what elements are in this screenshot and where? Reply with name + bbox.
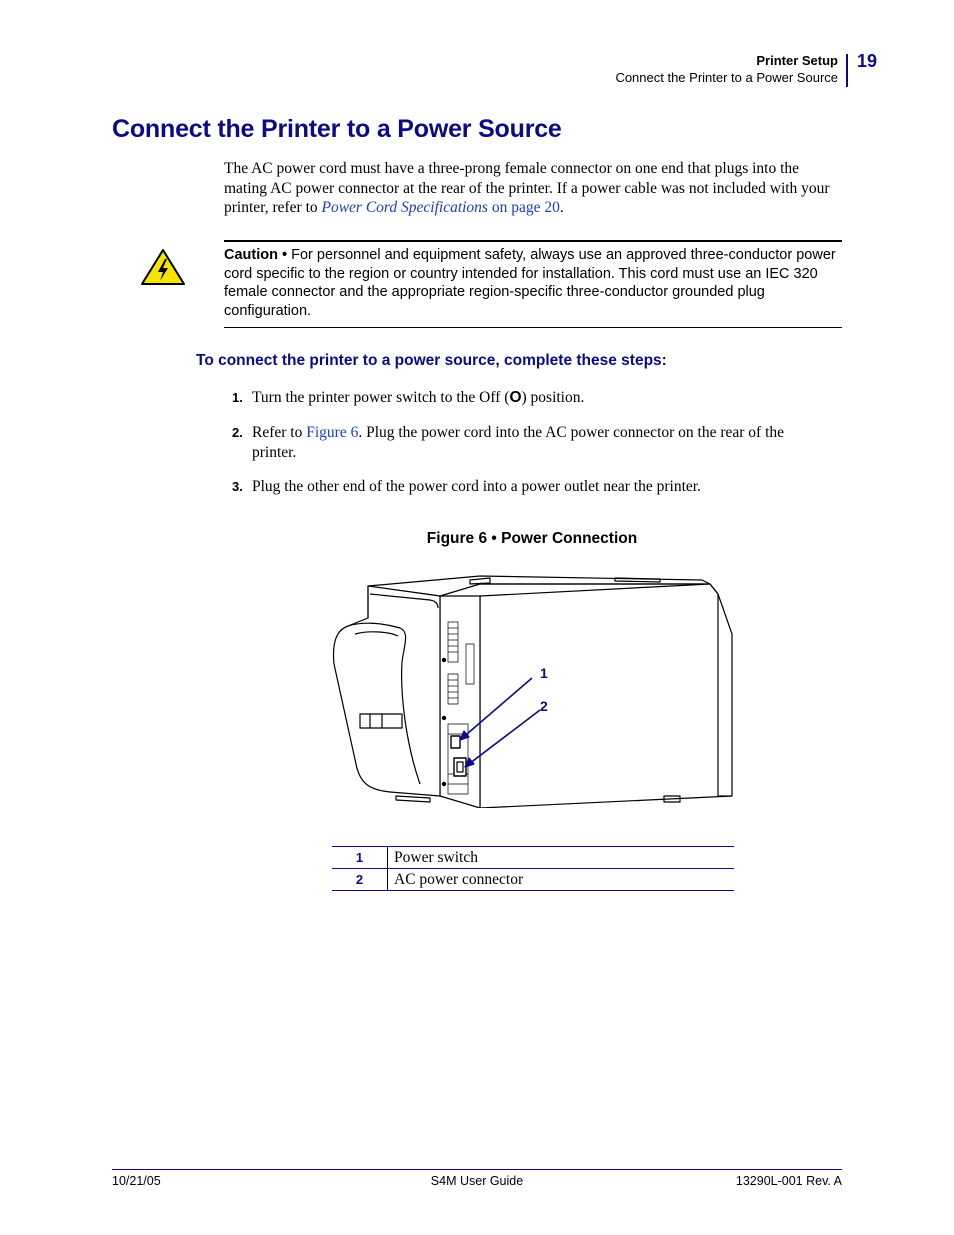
running-header	[615, 52, 838, 86]
figure-title: Figure 6 • Power Connection	[426, 530, 638, 547]
intro-end: .	[559, 199, 564, 216]
step-text-part: Refer to	[252, 424, 307, 441]
legend-value: Power switch	[388, 847, 735, 869]
step-text-part: . Plug the power cord into the AC power connector on the rear of the printer.	[252, 424, 785, 461]
step-text	[252, 423, 827, 462]
caution-text	[224, 246, 839, 320]
page-title: Connect the Printer to a Power Source	[112, 115, 562, 143]
electrical-hazard-icon	[140, 248, 186, 286]
legend-key: 1	[332, 847, 388, 869]
callout-1: 1	[540, 665, 548, 681]
intro-paragraph	[224, 159, 844, 218]
legend-key: 2	[332, 869, 388, 891]
caution-label: Caution •	[224, 247, 288, 263]
step-number: 3.	[232, 479, 243, 494]
steps-heading: To connect the printer to a power source, complete these steps:	[196, 352, 667, 369]
step-text	[252, 388, 827, 408]
step-text-part: ) position.	[521, 389, 585, 406]
header-section: Printer Setup	[756, 53, 838, 68]
link-italic: Power Cord Specifications	[321, 199, 488, 216]
footer-doc-number: 13290L-001 Rev. A	[735, 1174, 842, 1188]
page-number: 19	[857, 51, 878, 71]
figure-6-link[interactable]: Figure 6	[306, 424, 359, 441]
table-row	[332, 847, 734, 869]
link-plain: on page 20	[487, 199, 560, 216]
off-symbol: O	[509, 389, 522, 406]
header-divider	[846, 54, 848, 87]
step-text: Plug the other end of the power cord into a power outlet near the printer.	[252, 478, 701, 495]
footer-guide: S4M User Guide	[430, 1174, 524, 1188]
caution-body: For personnel and equipment safety, always use an approved three-conductor power cord specific to the region or country intended for installation. This cord must use an IEC 320 female connector and the appropriate region-specific three-conductor grounded plug configuration.	[224, 247, 836, 319]
table-row	[332, 869, 734, 891]
printer-illustration	[330, 574, 738, 808]
power-cord-spec-link[interactable]	[322, 199, 560, 216]
callout-2: 2	[540, 698, 548, 714]
footer-date: 10/21/05	[112, 1174, 161, 1188]
footer-divider	[112, 1169, 842, 1170]
step-number: 2.	[232, 425, 243, 440]
figure-legend-table	[332, 846, 734, 891]
intro-text: The AC power cord must have a three-prong female connector on one end that plugs into the mating AC power connector at the rear of the printer. If a power cable was not included with your printer, refer to	[224, 160, 830, 216]
legend-value: AC power connector	[388, 869, 735, 891]
step-number: 1.	[232, 390, 243, 405]
step-text-part: Turn the printer power switch to the Off (	[252, 389, 510, 406]
header-subsection: Connect the Printer to a Power Source	[615, 70, 838, 85]
